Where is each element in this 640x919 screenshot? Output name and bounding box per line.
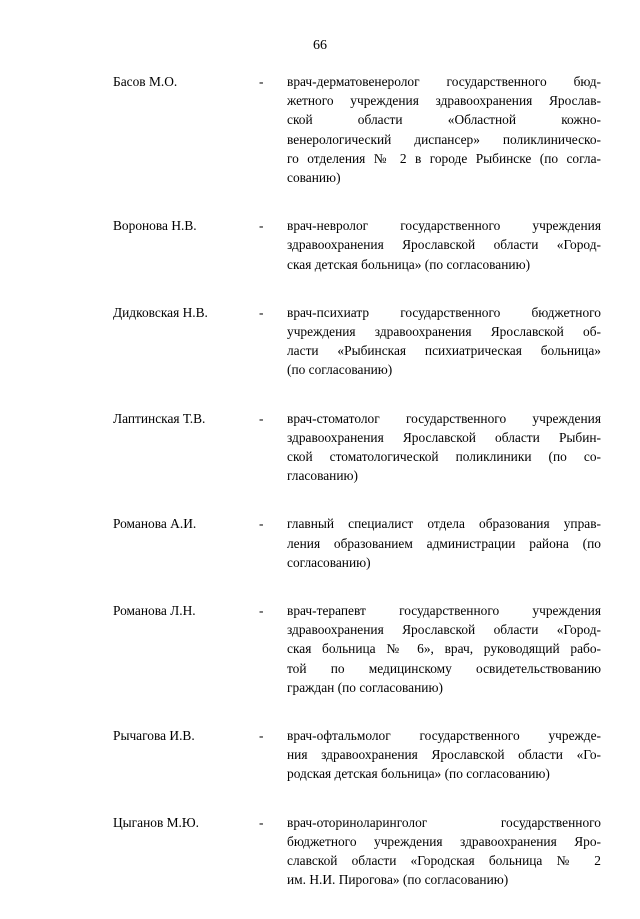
position-line: ская больница № 6», врач, руководящий рабо-	[287, 641, 601, 657]
position-line: ской стоматологической поликлиники (по со-	[287, 449, 601, 465]
member-name: Романова Л.Н.	[113, 603, 196, 619]
dash-separator: -	[259, 603, 264, 619]
member-entry	[0, 726, 640, 784]
position-line: ния здравоохранения Ярославской области «Го-	[287, 747, 601, 763]
position-line: родская детская больница» (по согласованию)	[287, 766, 550, 782]
position-line: граждан (по согласованию)	[287, 679, 443, 695]
member-entry	[0, 813, 640, 890]
member-position	[287, 726, 601, 784]
member-name: Романова А.И.	[113, 516, 197, 532]
member-name: Лаптинская Т.В.	[113, 410, 206, 426]
dash-separator: -	[259, 218, 264, 234]
member-position	[287, 813, 601, 890]
position-line: ской области «Областной кожно-	[287, 112, 601, 128]
page-number: 66	[313, 38, 327, 53]
position-line: врач-дерматовенеролог государственного бюд-	[287, 74, 601, 89]
dash-separator: -	[259, 74, 264, 89]
dash-separator: -	[259, 410, 264, 426]
member-position	[287, 409, 601, 486]
member-name: Рычагова И.В.	[113, 728, 195, 744]
position-line: главный специалист отдела образования управ-	[287, 516, 601, 532]
position-line: врач-оториноларинголог государственного	[287, 814, 601, 830]
member-position	[287, 514, 601, 572]
position-line: им. Н.И. Пирогова» (по согласованию)	[287, 872, 509, 888]
dash-separator: -	[259, 814, 264, 830]
position-line: врач-невролог государственного учреждения	[287, 218, 601, 234]
dash-separator: -	[259, 304, 264, 320]
member-position	[287, 303, 601, 380]
member-name: Басов М.О.	[113, 74, 178, 89]
position-line: гласованию)	[287, 468, 358, 484]
member-name: Дидковская Н.В.	[113, 304, 208, 320]
position-line: согласованию)	[287, 554, 371, 570]
position-line: ская детская больница» (по согласованию)	[287, 256, 531, 272]
member-entry	[0, 601, 640, 697]
position-line: бюджетного учреждения здравоохранения Яро-	[287, 833, 601, 849]
member-name: Цыганов М.Ю.	[113, 814, 199, 830]
position-line: врач-стоматолог государственного учреждения	[287, 410, 601, 426]
member-entry	[0, 409, 640, 486]
member-entry	[0, 514, 640, 572]
position-line: венерологический диспансер» поликлиническо-	[287, 131, 601, 147]
member-entry	[0, 72, 640, 187]
position-line: сованию)	[287, 170, 341, 186]
position-line: здравоохранения Ярославской области Рыбин-	[287, 429, 601, 445]
position-line: (по согласованию)	[287, 362, 393, 378]
dash-separator: -	[259, 728, 264, 744]
member-position	[287, 72, 601, 187]
position-line: той по медицинскому освидетельствованию	[287, 660, 601, 676]
position-line: учреждения здравоохранения Ярославской об-	[287, 324, 601, 340]
position-line: славской области «Городская больница № 2	[287, 853, 601, 869]
position-line: ласти «Рыбинская психиатрическая больница»	[287, 343, 601, 359]
dash-separator: -	[259, 516, 264, 532]
position-line: здравоохранения Ярославской области «Город-	[287, 237, 601, 253]
position-line: ления образованием администрации района (по	[287, 535, 601, 551]
member-position	[287, 216, 601, 274]
member-position	[287, 601, 601, 697]
position-line: жетного учреждения здравоохранения Ярослав-	[287, 93, 601, 109]
position-line: врач-психиатр государственного бюджетного	[287, 304, 601, 320]
member-name: Воронова Н.В.	[113, 218, 197, 234]
position-line: го отделения № 2 в городе Рыбинске (по согла-	[287, 150, 601, 166]
commission-member-list	[0, 72, 640, 919]
position-line: здравоохранения Ярославской области «Город-	[287, 622, 601, 638]
position-line: врач-офтальмолог государственного учрежде-	[287, 728, 601, 744]
member-entry	[0, 303, 640, 380]
position-line: врач-терапевт государственного учреждения	[287, 603, 601, 619]
member-entry	[0, 216, 640, 274]
